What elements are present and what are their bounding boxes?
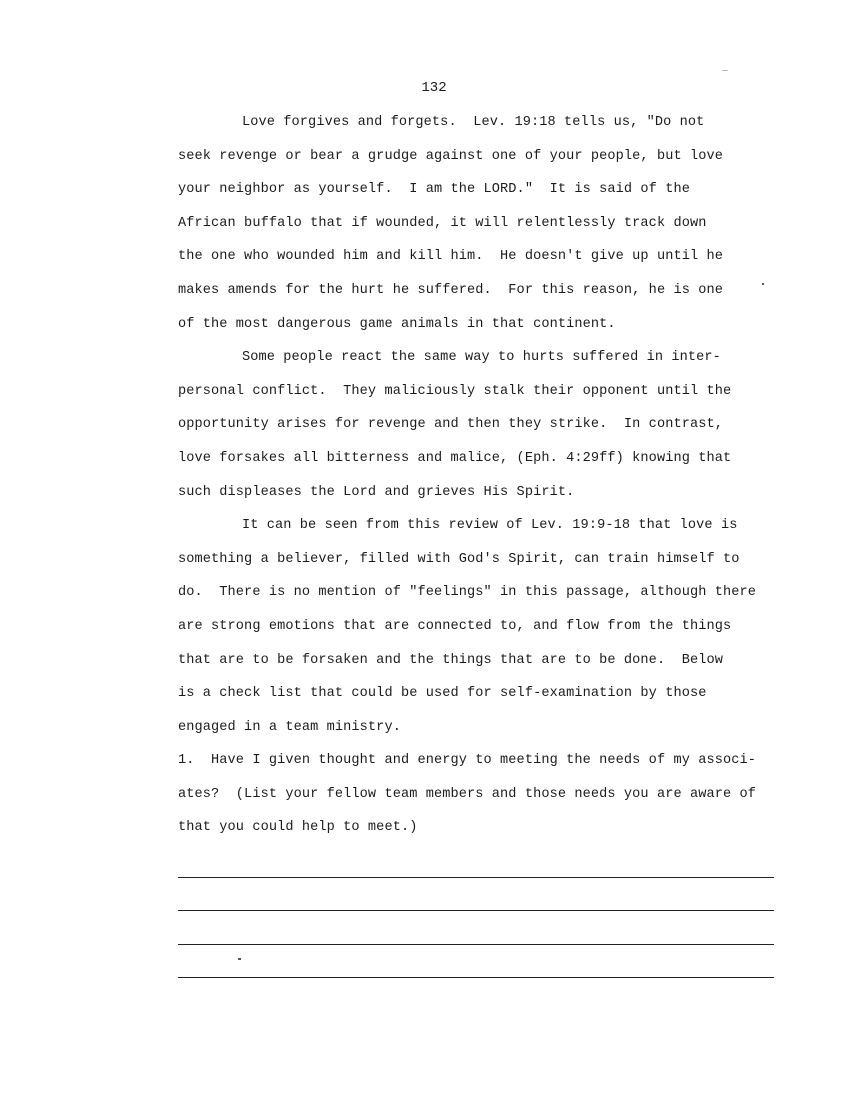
paragraph-line: engaged in a team ministry. <box>178 719 401 735</box>
answer-line <box>178 977 774 978</box>
paragraph-line: something a believer, filled with God's Spirit, can train himself to <box>178 551 740 567</box>
scan-speck <box>762 283 764 285</box>
answer-lines <box>178 877 774 1011</box>
checklist-item-line: that you could help to meet.) <box>178 820 418 836</box>
paragraph-line: your neighbor as yourself. I am the LORD." It is said of the <box>178 182 690 198</box>
paragraph-line: that are to be forsaken and the things that are to be done. Below <box>178 652 723 668</box>
paragraph-line: Love forgives and forgets. Lev. 19:18 tells us, "Do not <box>242 115 705 130</box>
answer-line <box>178 910 774 911</box>
paragraph-line: makes amends for the hurt he suffered. For this reason, he is one <box>178 282 723 298</box>
checklist-item-line: ates? (List your fellow team members and those needs you are aware of <box>178 786 757 802</box>
paragraph-line: It can be seen from this review of Lev. 19:9-18 that love is <box>242 518 738 534</box>
paragraph-line: of the most dangerous game animals in that continent. <box>178 316 616 332</box>
paragraph-line: personal conflict. They maliciously stalk their opponent until the <box>178 383 732 399</box>
checklist-item-line: 1. Have I given thought and energy to meeting the needs of my associ- <box>178 753 757 769</box>
body-text <box>178 113 788 852</box>
paragraph-line: is a check list that could be used for self-examination by those <box>178 686 707 702</box>
paragraph-line: opportunity arises for revenge and then they strike. In contrast, <box>178 417 723 433</box>
scan-speck <box>238 958 241 960</box>
scan-speck <box>722 70 728 71</box>
paragraph-line: are strong emotions that are connected to, and flow from the things <box>178 618 732 634</box>
page-number: 132 <box>421 80 447 96</box>
paragraph-line: love forsakes all bitterness and malice, (Eph. 4:29ff) knowing that <box>178 450 732 466</box>
paragraph-line: Some people react the same way to hurts suffered in inter- <box>242 350 721 366</box>
answer-line <box>178 877 774 878</box>
answer-line <box>178 944 774 945</box>
paragraph-line: do. There is no mention of "feelings" in this passage, although there <box>178 585 757 601</box>
paragraph-line: African buffalo that if wounded, it will relentlessly track down <box>178 215 707 231</box>
paragraph-line: seek revenge or bear a grudge against one of your people, but love <box>178 148 723 164</box>
paragraph-line: the one who wounded him and kill him. He doesn't give up until he <box>178 249 723 265</box>
paragraph-line: such displeases the Lord and grieves His Spirit. <box>178 484 575 500</box>
